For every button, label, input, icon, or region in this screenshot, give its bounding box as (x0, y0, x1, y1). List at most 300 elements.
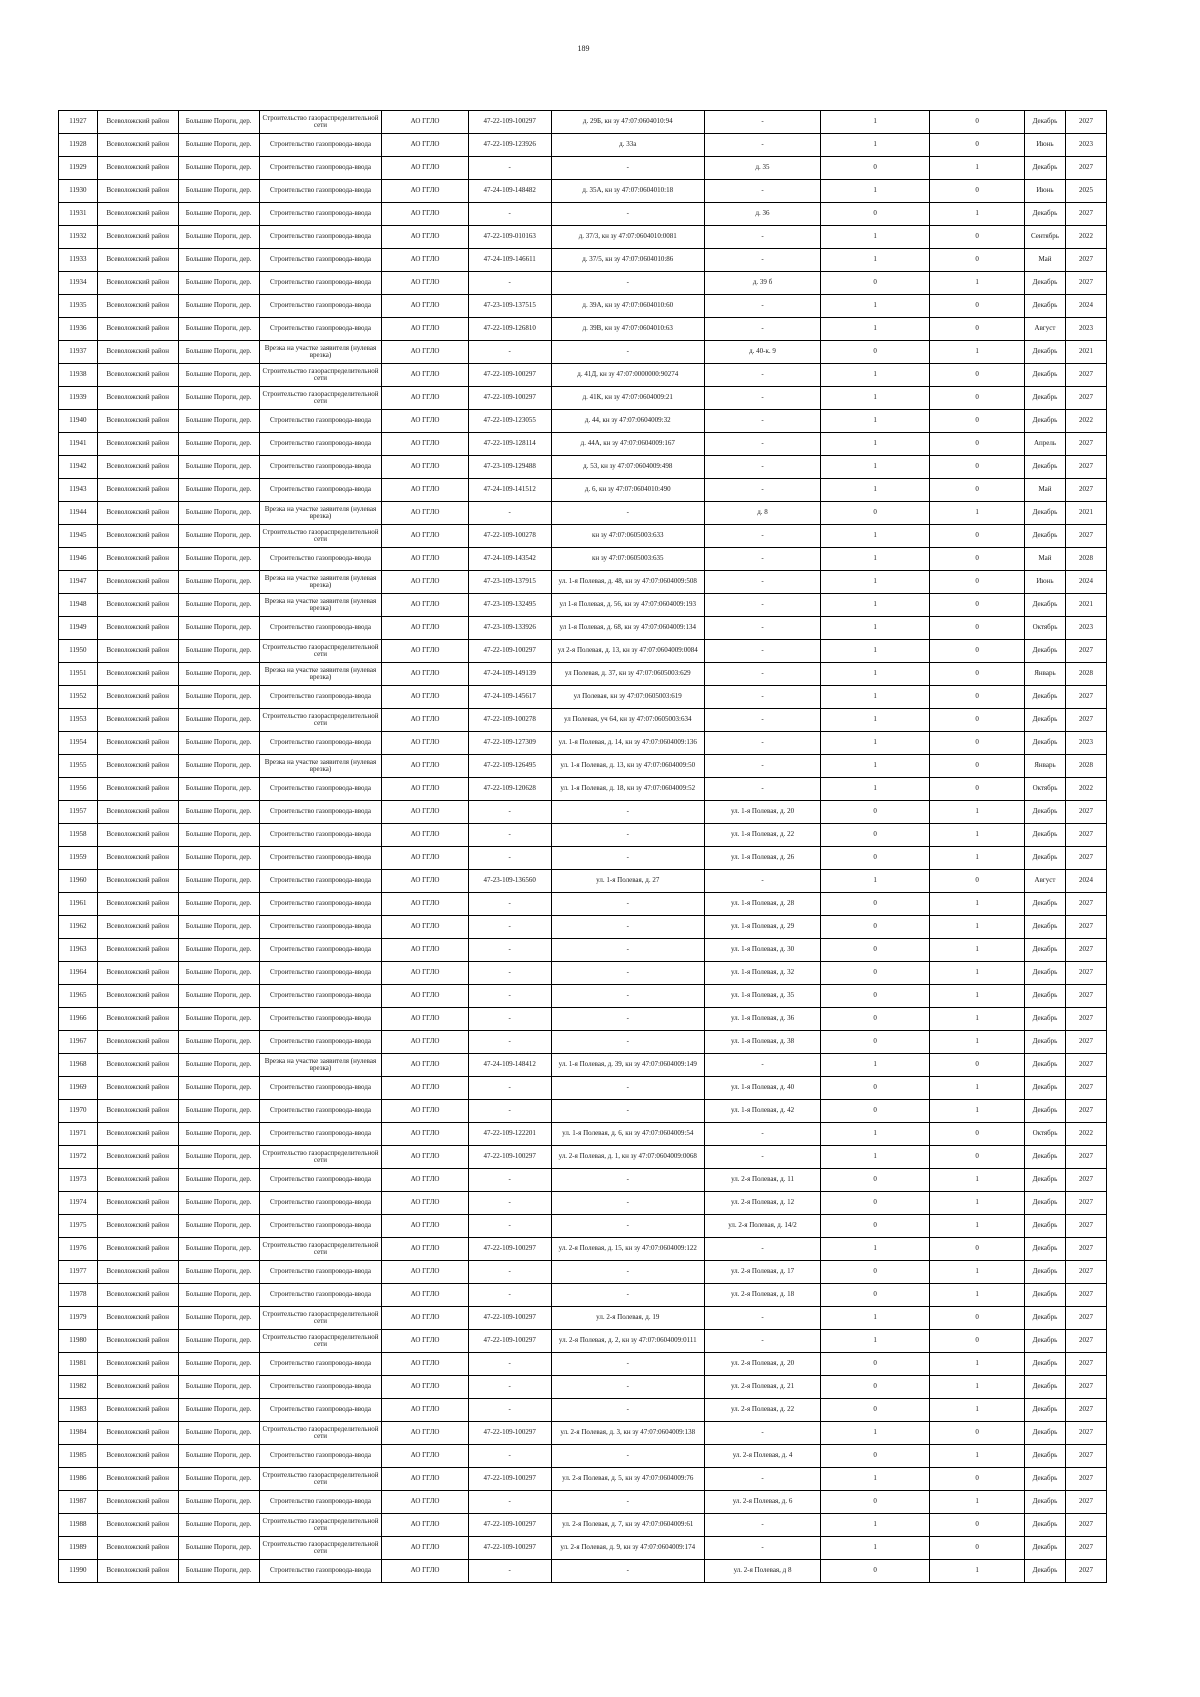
cell-tu_number: 47-24-109-143542 (468, 548, 551, 571)
cell-address: д. 6, кн зу 47:07:0604010:490 (551, 479, 704, 502)
cell-address_plan: - (704, 1468, 820, 1491)
cell-month: Декабрь (1025, 1284, 1066, 1307)
table-body (59, 111, 1107, 1583)
cell-work: Строительство газопровода-ввода (259, 1077, 382, 1100)
cell-district: Всеволожский район (97, 1031, 178, 1054)
cell-c1: 1 (821, 778, 930, 801)
cell-locality: Большие Пороги, дер. (178, 111, 259, 134)
cell-work: Строительство газопровода-ввода (259, 226, 382, 249)
cell-locality: Большие Пороги, дер. (178, 364, 259, 387)
cell-org: АО ГГЛО (382, 249, 468, 272)
cell-district: Всеволожский район (97, 525, 178, 548)
cell-address_plan: - (704, 180, 820, 203)
cell-tu_number: - (468, 916, 551, 939)
cell-month: Декабрь (1025, 502, 1066, 525)
cell-org: АО ГГЛО (382, 433, 468, 456)
cell-tu_number: 47-22-109-100297 (468, 1146, 551, 1169)
cell-id: 11951 (59, 663, 98, 686)
cell-c1: 1 (821, 111, 930, 134)
cell-work: Врезка на участке заявителя (нулевая врезка) (259, 663, 382, 686)
cell-c2: 1 (930, 1261, 1025, 1284)
cell-year: 2027 (1065, 1169, 1106, 1192)
cell-work: Строительство газораспределительной сети (259, 1238, 382, 1261)
cell-tu_number: 47-24-109-141512 (468, 479, 551, 502)
cell-id: 11927 (59, 111, 98, 134)
cell-district: Всеволожский район (97, 617, 178, 640)
table-row (59, 824, 1107, 847)
cell-address: - (551, 1215, 704, 1238)
cell-work: Строительство газопровода-ввода (259, 893, 382, 916)
cell-district: Всеволожский район (97, 341, 178, 364)
cell-locality: Большие Пороги, дер. (178, 847, 259, 870)
cell-address: - (551, 1077, 704, 1100)
cell-address_plan: - (704, 548, 820, 571)
table-row (59, 502, 1107, 525)
cell-locality: Большие Пороги, дер. (178, 939, 259, 962)
cell-address: ул. 1-я Полевая, д. 39, кн зу 47:07:0604009:149 (551, 1054, 704, 1077)
cell-c1: 0 (821, 157, 930, 180)
cell-id: 11975 (59, 1215, 98, 1238)
cell-district: Всеволожский район (97, 1077, 178, 1100)
cell-district: Всеволожский район (97, 1100, 178, 1123)
cell-month: Декабрь (1025, 364, 1066, 387)
cell-tu_number: - (468, 1284, 551, 1307)
cell-address_plan: ул. 1-я Полевая, д. 42 (704, 1100, 820, 1123)
table-row (59, 1215, 1107, 1238)
cell-month: Декабрь (1025, 847, 1066, 870)
table-row (59, 1031, 1107, 1054)
table-row (59, 870, 1107, 893)
cell-month: Декабрь (1025, 272, 1066, 295)
cell-id: 11947 (59, 571, 98, 594)
cell-work: Строительство газопровода-ввода (259, 318, 382, 341)
cell-work: Строительство газопровода-ввода (259, 847, 382, 870)
cell-month: Декабрь (1025, 686, 1066, 709)
cell-address: - (551, 916, 704, 939)
cell-district: Всеволожский район (97, 1169, 178, 1192)
cell-district: Всеволожский район (97, 502, 178, 525)
cell-c1: 1 (821, 525, 930, 548)
table-row (59, 1422, 1107, 1445)
cell-org: АО ГГЛО (382, 341, 468, 364)
cell-tu_number: 47-22-109-100297 (468, 1307, 551, 1330)
cell-tu_number: - (468, 502, 551, 525)
cell-month: Июнь (1025, 180, 1066, 203)
table-row (59, 617, 1107, 640)
cell-tu_number: - (468, 1031, 551, 1054)
cell-district: Всеволожский район (97, 571, 178, 594)
cell-locality: Большие Пороги, дер. (178, 1238, 259, 1261)
table-row (59, 1514, 1107, 1537)
cell-district: Всеволожский район (97, 663, 178, 686)
cell-locality: Большие Пороги, дер. (178, 341, 259, 364)
cell-tu_number: 47-22-109-100278 (468, 525, 551, 548)
cell-org: АО ГГЛО (382, 226, 468, 249)
cell-district: Всеволожский район (97, 985, 178, 1008)
cell-address_plan: д. 40-к. 9 (704, 341, 820, 364)
cell-district: Всеволожский район (97, 226, 178, 249)
cell-month: Август (1025, 318, 1066, 341)
cell-address: ул. 2-я Полевая, д. 2, кн зу 47:07:0604009:0111 (551, 1330, 704, 1353)
cell-year: 2027 (1065, 1399, 1106, 1422)
cell-org: АО ГГЛО (382, 686, 468, 709)
cell-tu_number: - (468, 939, 551, 962)
table-row (59, 341, 1107, 364)
cell-tu_number: - (468, 847, 551, 870)
cell-year: 2027 (1065, 824, 1106, 847)
cell-locality: Большие Пороги, дер. (178, 686, 259, 709)
cell-address: д. 41Д, кн зу 47:07:0000000:90274 (551, 364, 704, 387)
cell-work: Строительство газопровода-ввода (259, 203, 382, 226)
cell-org: АО ГГЛО (382, 1146, 468, 1169)
cell-work: Строительство газопровода-ввода (259, 985, 382, 1008)
cell-c2: 0 (930, 571, 1025, 594)
cell-org: АО ГГЛО (382, 111, 468, 134)
cell-org: АО ГГЛО (382, 456, 468, 479)
cell-tu_number: 47-22-109-127309 (468, 732, 551, 755)
cell-district: Всеволожский район (97, 962, 178, 985)
cell-tu_number: - (468, 1376, 551, 1399)
cell-tu_number: - (468, 1261, 551, 1284)
cell-locality: Большие Пороги, дер. (178, 801, 259, 824)
cell-org: АО ГГЛО (382, 134, 468, 157)
cell-month: Декабрь (1025, 893, 1066, 916)
table-row (59, 1468, 1107, 1491)
cell-c2: 0 (930, 525, 1025, 548)
cell-year: 2027 (1065, 249, 1106, 272)
table-row (59, 847, 1107, 870)
cell-locality: Большие Пороги, дер. (178, 433, 259, 456)
cell-address: - (551, 1031, 704, 1054)
cell-org: АО ГГЛО (382, 1008, 468, 1031)
cell-address_plan: ул. 2-я Полевая, д. 21 (704, 1376, 820, 1399)
cell-org: АО ГГЛО (382, 893, 468, 916)
cell-address_plan: - (704, 1307, 820, 1330)
cell-district: Всеволожский район (97, 111, 178, 134)
cell-address_plan: - (704, 594, 820, 617)
cell-tu_number: - (468, 801, 551, 824)
table-row (59, 295, 1107, 318)
cell-locality: Большие Пороги, дер. (178, 594, 259, 617)
cell-id: 11929 (59, 157, 98, 180)
table-row (59, 939, 1107, 962)
cell-c1: 0 (821, 1031, 930, 1054)
cell-locality: Большие Пороги, дер. (178, 1146, 259, 1169)
cell-work: Врезка на участке заявителя (нулевая врезка) (259, 571, 382, 594)
cell-work: Строительство газораспределительной сети (259, 1146, 382, 1169)
cell-id: 11985 (59, 1445, 98, 1468)
cell-year: 2022 (1065, 778, 1106, 801)
cell-district: Всеволожский район (97, 916, 178, 939)
cell-work: Строительство газораспределительной сети (259, 640, 382, 663)
cell-address_plan: ул. 1-я Полевая, д. 30 (704, 939, 820, 962)
cell-month: Декабрь (1025, 1307, 1066, 1330)
cell-org: АО ГГЛО (382, 1376, 468, 1399)
cell-address: кн зу 47:07:0605003:633 (551, 525, 704, 548)
cell-locality: Большие Пороги, дер. (178, 548, 259, 571)
cell-c2: 0 (930, 732, 1025, 755)
cell-month: Декабрь (1025, 1491, 1066, 1514)
cell-address: - (551, 1284, 704, 1307)
cell-org: АО ГГЛО (382, 1399, 468, 1422)
table-row (59, 1192, 1107, 1215)
cell-id: 11931 (59, 203, 98, 226)
cell-year: 2023 (1065, 318, 1106, 341)
cell-c1: 1 (821, 548, 930, 571)
cell-address_plan: ул. 1-я Полевая, д. 36 (704, 1008, 820, 1031)
cell-month: Май (1025, 479, 1066, 502)
cell-id: 11973 (59, 1169, 98, 1192)
cell-address: д. 33а (551, 134, 704, 157)
cell-locality: Большие Пороги, дер. (178, 916, 259, 939)
table-row (59, 1445, 1107, 1468)
cell-work: Строительство газопровода-ввода (259, 295, 382, 318)
cell-district: Всеволожский район (97, 433, 178, 456)
cell-year: 2027 (1065, 1330, 1106, 1353)
cell-work: Строительство газопровода-ввода (259, 1399, 382, 1422)
cell-org: АО ГГЛО (382, 801, 468, 824)
cell-month: Октябрь (1025, 778, 1066, 801)
cell-work: Строительство газопровода-ввода (259, 1215, 382, 1238)
cell-tu_number: - (468, 1100, 551, 1123)
cell-org: АО ГГЛО (382, 1284, 468, 1307)
cell-month: Декабрь (1025, 1238, 1066, 1261)
cell-district: Всеволожский район (97, 640, 178, 663)
cell-id: 11962 (59, 916, 98, 939)
cell-year: 2027 (1065, 1284, 1106, 1307)
cell-id: 11974 (59, 1192, 98, 1215)
cell-locality: Большие Пороги, дер. (178, 617, 259, 640)
cell-c2: 1 (930, 157, 1025, 180)
cell-month: Декабрь (1025, 295, 1066, 318)
cell-district: Всеволожский район (97, 272, 178, 295)
cell-work: Строительство газопровода-ввода (259, 1376, 382, 1399)
cell-id: 11966 (59, 1008, 98, 1031)
cell-district: Всеволожский район (97, 1284, 178, 1307)
cell-locality: Большие Пороги, дер. (178, 318, 259, 341)
cell-org: АО ГГЛО (382, 1238, 468, 1261)
cell-c1: 1 (821, 1054, 930, 1077)
cell-id: 11971 (59, 1123, 98, 1146)
cell-org: АО ГГЛО (382, 847, 468, 870)
cell-month: Декабрь (1025, 594, 1066, 617)
cell-year: 2025 (1065, 180, 1106, 203)
cell-month: Август (1025, 870, 1066, 893)
cell-locality: Большие Пороги, дер. (178, 1376, 259, 1399)
cell-district: Всеволожский район (97, 1537, 178, 1560)
cell-year: 2027 (1065, 111, 1106, 134)
cell-c2: 0 (930, 295, 1025, 318)
cell-id: 11980 (59, 1330, 98, 1353)
table-row (59, 755, 1107, 778)
cell-year: 2027 (1065, 525, 1106, 548)
cell-address: - (551, 824, 704, 847)
cell-tu_number: - (468, 1560, 551, 1583)
cell-work: Строительство газопровода-ввода (259, 778, 382, 801)
cell-id: 11963 (59, 939, 98, 962)
cell-c2: 0 (930, 249, 1025, 272)
cell-district: Всеволожский район (97, 1215, 178, 1238)
cell-id: 11942 (59, 456, 98, 479)
cell-district: Всеволожский район (97, 1146, 178, 1169)
cell-work: Строительство газопровода-ввода (259, 249, 382, 272)
cell-id: 11986 (59, 1468, 98, 1491)
cell-month: Декабрь (1025, 1077, 1066, 1100)
cell-year: 2027 (1065, 801, 1106, 824)
cell-id: 11939 (59, 387, 98, 410)
cell-locality: Большие Пороги, дер. (178, 203, 259, 226)
cell-address_plan: ул. 2-я Полевая, д 8 (704, 1560, 820, 1583)
cell-id: 11950 (59, 640, 98, 663)
cell-district: Всеволожский район (97, 479, 178, 502)
cell-org: АО ГГЛО (382, 318, 468, 341)
table-row (59, 1284, 1107, 1307)
cell-month: Декабрь (1025, 1008, 1066, 1031)
cell-c2: 0 (930, 318, 1025, 341)
cell-tu_number: 47-22-109-122201 (468, 1123, 551, 1146)
cell-month: Декабрь (1025, 1445, 1066, 1468)
cell-year: 2027 (1065, 962, 1106, 985)
cell-address_plan: - (704, 410, 820, 433)
table-row (59, 456, 1107, 479)
cell-tu_number: 47-22-109-100297 (468, 1238, 551, 1261)
cell-address_plan: - (704, 387, 820, 410)
cell-year: 2028 (1065, 755, 1106, 778)
cell-org: АО ГГЛО (382, 1215, 468, 1238)
cell-c1: 0 (821, 962, 930, 985)
cell-address_plan: - (704, 732, 820, 755)
cell-month: Декабрь (1025, 1192, 1066, 1215)
cell-org: АО ГГЛО (382, 1353, 468, 1376)
cell-month: Апрель (1025, 433, 1066, 456)
cell-year: 2028 (1065, 548, 1106, 571)
cell-address_plan: - (704, 1422, 820, 1445)
cell-locality: Большие Пороги, дер. (178, 778, 259, 801)
cell-address_plan: ул. 2-я Полевая, д. 14/2 (704, 1215, 820, 1238)
cell-c1: 0 (821, 1215, 930, 1238)
cell-c2: 1 (930, 1376, 1025, 1399)
cell-district: Всеволожский район (97, 939, 178, 962)
cell-tu_number: 47-22-109-120628 (468, 778, 551, 801)
table-row (59, 180, 1107, 203)
cell-c2: 0 (930, 1514, 1025, 1537)
cell-c2: 0 (930, 433, 1025, 456)
cell-c2: 1 (930, 203, 1025, 226)
cell-year: 2027 (1065, 686, 1106, 709)
cell-work: Строительство газораспределительной сети (259, 1307, 382, 1330)
cell-locality: Большие Пороги, дер. (178, 1261, 259, 1284)
table-row (59, 318, 1107, 341)
cell-tu_number: 47-22-109-100297 (468, 1468, 551, 1491)
cell-year: 2027 (1065, 387, 1106, 410)
cell-district: Всеволожский район (97, 847, 178, 870)
cell-month: Декабрь (1025, 1054, 1066, 1077)
cell-id: 11970 (59, 1100, 98, 1123)
cell-c1: 1 (821, 617, 930, 640)
cell-tu_number: 47-24-109-149139 (468, 663, 551, 686)
cell-org: АО ГГЛО (382, 732, 468, 755)
cell-work: Строительство газораспределительной сети (259, 1468, 382, 1491)
cell-c1: 1 (821, 456, 930, 479)
cell-tu_number: - (468, 341, 551, 364)
cell-work: Строительство газораспределительной сети (259, 1422, 382, 1445)
cell-year: 2027 (1065, 1537, 1106, 1560)
cell-year: 2027 (1065, 985, 1106, 1008)
cell-locality: Большие Пороги, дер. (178, 157, 259, 180)
cell-locality: Большие Пороги, дер. (178, 180, 259, 203)
cell-address: ул. 2-я Полевая, д. 1, кн зу 47:07:0604009:0068 (551, 1146, 704, 1169)
cell-address_plan: - (704, 226, 820, 249)
cell-work: Строительство газопровода-ввода (259, 410, 382, 433)
cell-address: д. 44, кн зу 47:07:0604009:32 (551, 410, 704, 433)
cell-org: АО ГГЛО (382, 939, 468, 962)
cell-c2: 0 (930, 134, 1025, 157)
cell-month: Декабрь (1025, 1261, 1066, 1284)
cell-tu_number: 47-22-109-123926 (468, 134, 551, 157)
cell-district: Всеволожский район (97, 824, 178, 847)
cell-org: АО ГГЛО (382, 1192, 468, 1215)
table-row (59, 548, 1107, 571)
cell-tu_number: 47-22-109-010163 (468, 226, 551, 249)
cell-address_plan: - (704, 1146, 820, 1169)
cell-c1: 1 (821, 1146, 930, 1169)
cell-month: Декабрь (1025, 157, 1066, 180)
cell-c2: 0 (930, 387, 1025, 410)
cell-address_plan: ул. 2-я Полевая, д. 17 (704, 1261, 820, 1284)
cell-id: 11983 (59, 1399, 98, 1422)
cell-month: Январь (1025, 663, 1066, 686)
cell-month: Декабрь (1025, 1514, 1066, 1537)
cell-month: Декабрь (1025, 1100, 1066, 1123)
cell-c2: 0 (930, 1054, 1025, 1077)
cell-c2: 0 (930, 1468, 1025, 1491)
table-row (59, 111, 1107, 134)
cell-work: Строительство газораспределительной сети (259, 1330, 382, 1353)
cell-locality: Большие Пороги, дер. (178, 985, 259, 1008)
cell-month: Декабрь (1025, 1353, 1066, 1376)
cell-district: Всеволожский район (97, 1054, 178, 1077)
cell-locality: Большие Пороги, дер. (178, 732, 259, 755)
cell-address: д. 44А, кн зу 47:07:0604009:167 (551, 433, 704, 456)
cell-work: Строительство газопровода-ввода (259, 916, 382, 939)
cell-locality: Большие Пороги, дер. (178, 1353, 259, 1376)
cell-tu_number: - (468, 985, 551, 1008)
cell-address: - (551, 847, 704, 870)
cell-locality: Большие Пороги, дер. (178, 1560, 259, 1583)
cell-address_plan: д. 36 (704, 203, 820, 226)
cell-id: 11990 (59, 1560, 98, 1583)
gas-registry-table (58, 110, 1107, 1583)
cell-c2: 1 (930, 1560, 1025, 1583)
cell-locality: Большие Пороги, дер. (178, 249, 259, 272)
cell-org: АО ГГЛО (382, 594, 468, 617)
cell-locality: Большие Пороги, дер. (178, 1031, 259, 1054)
cell-year: 2027 (1065, 1008, 1106, 1031)
cell-c1: 0 (821, 1008, 930, 1031)
cell-locality: Большие Пороги, дер. (178, 1514, 259, 1537)
cell-year: 2027 (1065, 157, 1106, 180)
cell-address_plan: - (704, 1514, 820, 1537)
cell-id: 11988 (59, 1514, 98, 1537)
cell-locality: Большие Пороги, дер. (178, 410, 259, 433)
cell-org: АО ГГЛО (382, 525, 468, 548)
cell-year: 2023 (1065, 617, 1106, 640)
cell-address: - (551, 341, 704, 364)
cell-district: Всеволожский район (97, 1123, 178, 1146)
cell-work: Строительство газопровода-ввода (259, 180, 382, 203)
cell-tu_number: 47-23-109-133926 (468, 617, 551, 640)
cell-locality: Большие Пороги, дер. (178, 525, 259, 548)
